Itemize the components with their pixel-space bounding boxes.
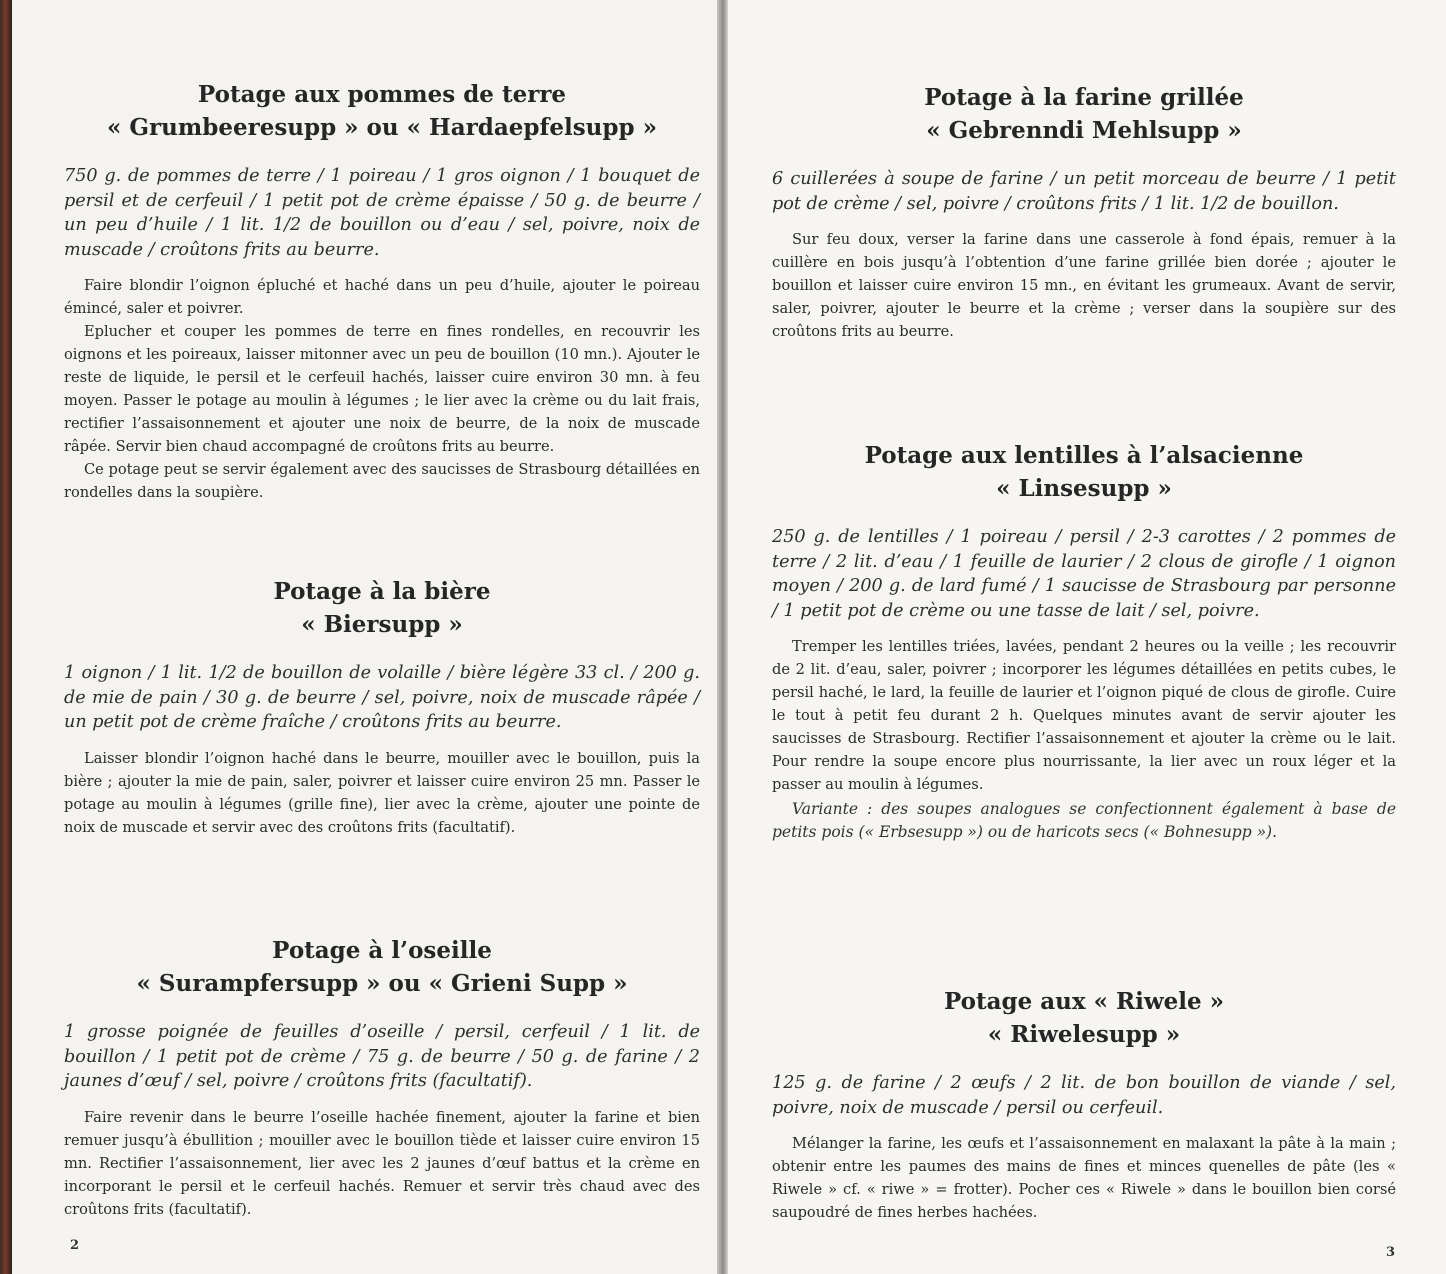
variant-note: Variante : des soupes analogues se confectionnent également à base de petits pois (« Erbsesupp ») ou de haricots secs (« Bohnesupp »). (772, 800, 1396, 841)
method-paragraph: Mélanger la farine, les œufs et l’assaisonnement en malaxant la pâte à la main ; obtenir entre les paumes des mains de fines et minces quenelles de pâte (les « Riwele » cf. « riwe » = frotter). Pocher ces « Riwele » dans le bouillon bien corsé saupoudré de fines herbes hachées. (772, 1135, 1396, 1221)
recipe-title-line1: Potage à la farine grillée (924, 84, 1244, 111)
method-text (64, 274, 700, 504)
method-paragraph: Eplucher et couper les pommes de terre en fines rondelles, en recouvrir les oignons et les poireaux, laisser mitonner avec un peu de bouillon (10 mn.). Ajouter le reste de liquide, le persil et le cerfeuil hachés, laisser cuire environ 30 mn. à feu moyen. Passer le potage au moulin à légumes ; le lier avec la crème ou du lait frais, rectifier l’assaisonnement et ajouter une noix de beurre, de la noix de muscade râpée. Servir bien chaud accompagné de croûtons frits au beurre. (64, 323, 700, 455)
right-page (728, 0, 1446, 1274)
ingredients-list: 750 g. de pommes de terre / 1 poireau / 1 gros oignon / 1 bouquet de persil et de cerfeuil / 1 petit pot de crème épaisse / 50 g. de beurre / un peu d’huile / 1 lit. 1/2 de bouillon ou d’eau / sel, poivre, noix de muscade / croûtons frits au beurre. (64, 166, 700, 260)
recipe-title-line1: Potage à l’oseille (272, 937, 492, 964)
recipe-title-line1: Potage aux « Riwele » (943, 988, 1225, 1015)
page-number: 2 (70, 1238, 80, 1253)
book-gutter (717, 0, 728, 1274)
method-text (772, 228, 1396, 343)
ingredients-list: 1 oignon / 1 lit. 1/2 de bouillon de volaille / bière légère 33 cl. / 200 g. de mie de pain / 30 g. de beurre / sel, poivre, noix de muscade râpée / un petit pot de crème fraîche / croûtons frits au beurre. (64, 663, 700, 732)
recipe-title-line1: Potage aux pommes de terre (197, 81, 567, 108)
recipe-title-line1: Potage à la bière (273, 578, 491, 605)
recipe-title (772, 985, 1396, 1051)
recipe-title-line2: « Surampfersupp » ou « Grieni Supp » (136, 970, 628, 997)
recipe-title-line2: « Grumbeeresupp » ou « Hardaepfelsupp » (107, 114, 657, 141)
ingredients-list: 125 g. de farine / 2 œufs / 2 lit. de bon bouillon de viande / sel, poivre, noix de muscade / persil ou cerfeuil. (772, 1073, 1396, 1118)
method-paragraph: Tremper les lentilles triées, lavées, pendant 2 heures ou la veille ; les recouvrir de 2 lit. d’eau, saler, poivrer ; incorporer les légumes détaillées en petits cubes, le persil haché, le lard, la feuille de laurier et l’oignon piqué de clous de girofle. Cuire le tout à petit feu durant 2 h. Quelques minutes avant de servir ajouter les saucisses de Strasbourg. Rectifier l’assaisonnement et ajouter la crème ou le lait. Pour rendre la soupe encore plus nourrissante, la lier avec un roux léger et la passer au moulin à légumes. (772, 638, 1396, 793)
method-paragraph: Faire revenir dans le beurre l’oseille hachée finement, ajouter la farine et bien remuer jusqu’à ébullition ; mouiller avec le bouillon tiède et laisser cuire environ 15 mn. Rectifier l’assaisonnement, lier avec les 2 jaunes d’œuf battus et la crème en incorporant le persil et le cerfeuil hachés. Remuer et servir très chaud avec des croûtons frits (facultatif). (64, 1108, 700, 1218)
method-text (64, 1106, 700, 1221)
ingredients-list: 1 grosse poignée de feuilles d’oseille / persil, cerfeuil / 1 lit. de bouillon / 1 petit pot de crème / 75 g. de beurre / 50 g. de farine / 2 jaunes d’œuf / sel, poivre / croûtons frits (facultatif). (64, 1022, 700, 1091)
recipe-title-line2: « Gebrenndi Mehlsupp » (926, 117, 1242, 144)
method-text (772, 635, 1396, 796)
recipe-potage-farine-grillee (772, 81, 1396, 343)
recipe-title-line2: « Linsesupp » (996, 475, 1172, 502)
recipe-potage-lentilles (772, 439, 1396, 844)
method-paragraph: Laisser blondir l’oignon haché dans le beurre, mouiller avec le bouillon, puis la bière ; ajouter la mie de pain, saler, poivrer et laisser cuire environ 25 mn. Passer le potage au moulin à légumes (grille fine), lier avec la crème, ajouter une pointe de noix de muscade et servir avec des croûtons frits (facultatif). (64, 749, 700, 836)
recipe-potage-riwele (772, 985, 1396, 1224)
recipe-title (64, 575, 700, 641)
recipe-title-line2: « Biersupp » (301, 611, 463, 638)
recipe-title (64, 78, 700, 144)
recipe-potage-biere (64, 575, 700, 839)
recipe-title-line1: Potage aux lentilles à l’alsacienne (864, 442, 1304, 469)
book-cover-edge (0, 0, 12, 1274)
recipe-title (64, 934, 700, 1000)
ingredients-list: 250 g. de lentilles / 1 poireau / persil / 2-3 carottes / 2 pommes de terre / 2 lit. d’eau / 1 feuille de laurier / 2 clous de girofle / 1 oignon moyen / 200 g. de lard fumé / 1 saucisse de Strasbourg par personne / 1 petit pot de crème ou une tasse de lait / sel, poivre. (772, 527, 1396, 621)
method-text (772, 1132, 1396, 1224)
left-page (12, 0, 717, 1274)
recipe-potage-oseille (64, 934, 700, 1221)
method-text (64, 747, 700, 839)
recipe-potage-pommes-de-terre (64, 78, 700, 504)
ingredients-list: 6 cuillerées à soupe de farine / un petit morceau de beurre / 1 petit pot de crème / sel, poivre / croûtons frits / 1 lit. 1/2 de bouillon. (772, 169, 1396, 214)
recipe-title-line2: « Riwelesupp » (987, 1021, 1181, 1048)
recipe-title (772, 81, 1396, 147)
method-paragraph: Ce potage peut se servir également avec des saucisses de Strasbourg détaillées en rondelles dans la soupière. (64, 461, 700, 501)
method-paragraph: Faire blondir l’oignon épluché et haché dans un peu d’huile, ajouter le poireau émincé, saler et poivrer. (64, 277, 700, 317)
page-number: 3 (1386, 1245, 1396, 1260)
recipe-title (772, 439, 1396, 505)
method-paragraph: Sur feu doux, verser la farine dans une casserole à fond épais, remuer à la cuillère en bois jusqu’à l’obtention d’une farine grillée bien dorée ; ajouter le bouillon et laisser cuire environ 15 mn., en évitant les grumeaux. Avant de servir, saler, poivrer, ajouter le beurre et la crème ; verser dans la soupière sur des croûtons frits au beurre. (772, 231, 1396, 340)
